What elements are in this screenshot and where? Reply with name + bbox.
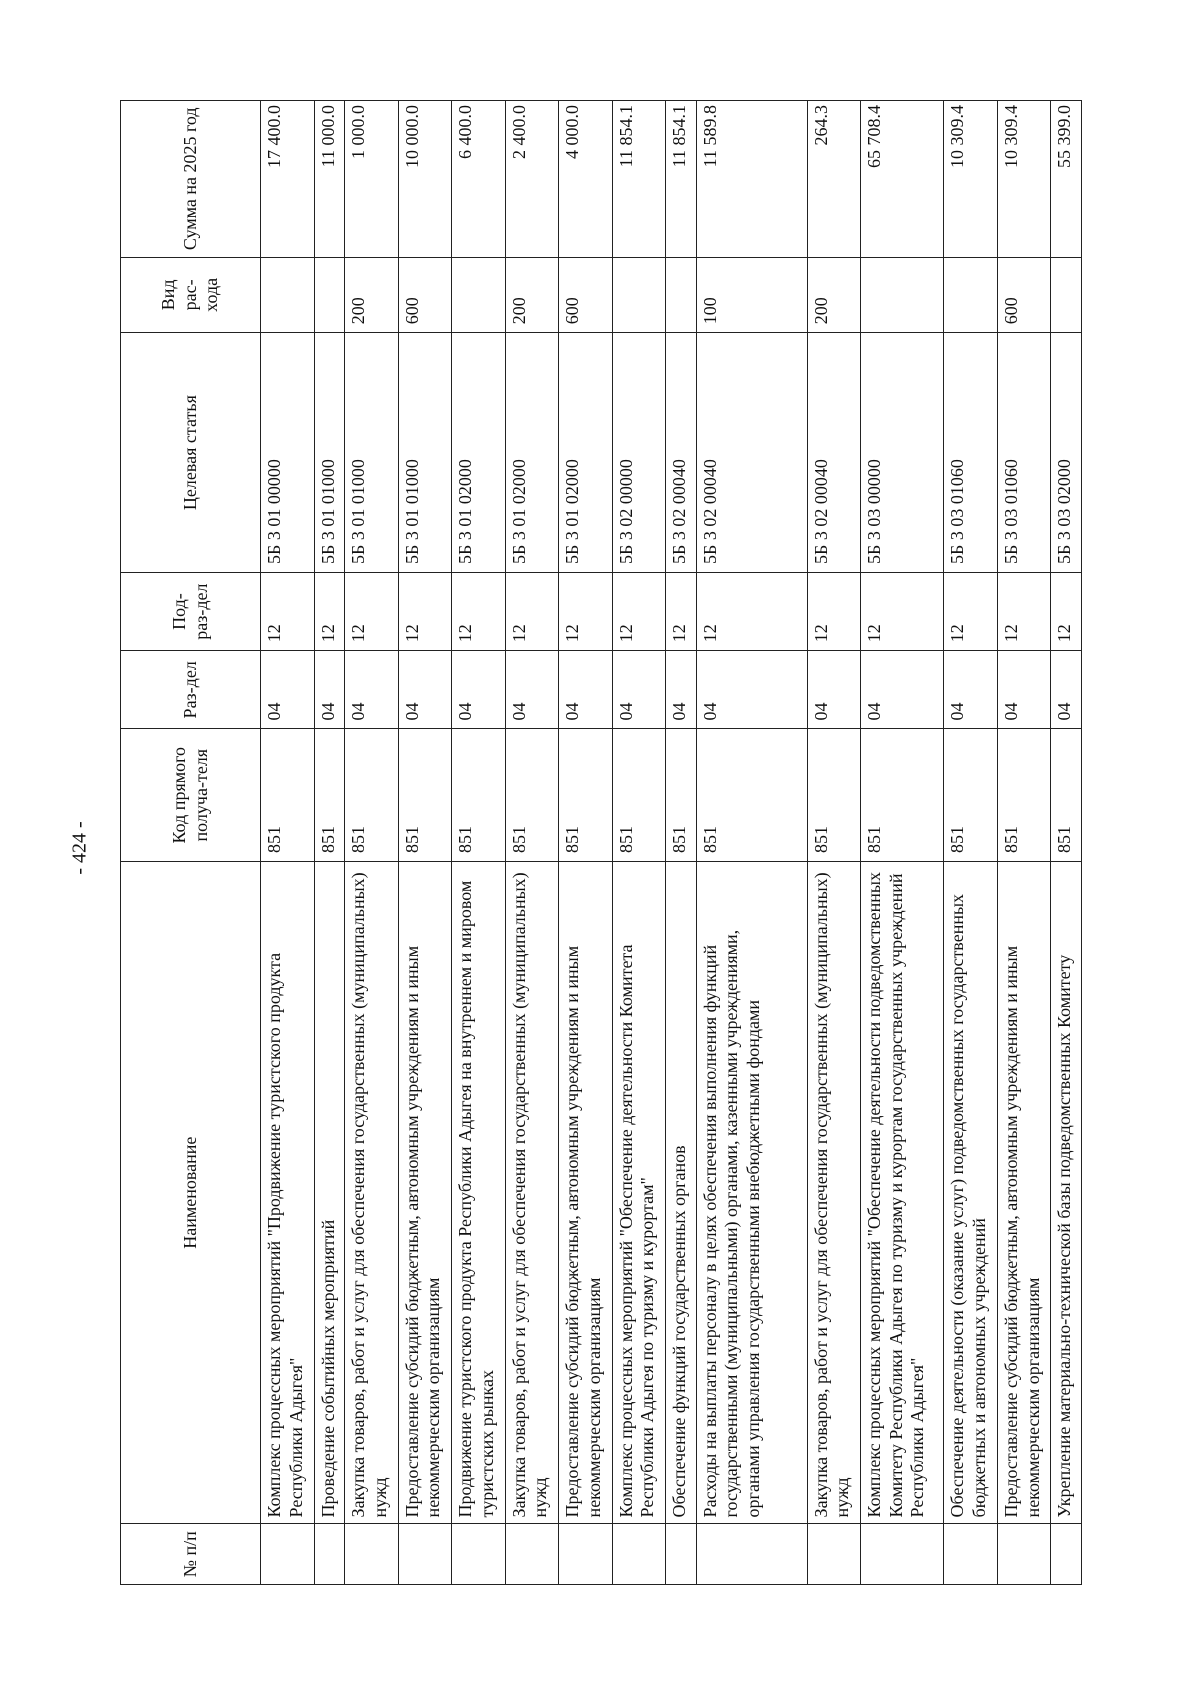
row-subsection: 12 <box>696 572 807 650</box>
row-expense-type: 600 <box>398 257 452 333</box>
row-name: Предоставление субсидий бюджетным, автономным учреждениям и иным некоммерческим организациям <box>997 861 1051 1524</box>
row-subsection: 12 <box>345 572 399 650</box>
row-recipient-code: 851 <box>398 729 452 862</box>
row-amount: 10 309.4 <box>944 101 998 258</box>
row-section: 04 <box>398 651 452 729</box>
row-amount: 17 400.0 <box>261 101 315 258</box>
row-section: 04 <box>997 651 1051 729</box>
row-section: 04 <box>944 651 998 729</box>
table-row <box>452 101 506 1585</box>
row-amount: 11 589.8 <box>696 101 807 258</box>
row-expense-type: 200 <box>505 257 559 333</box>
row-target-article: 5Б 3 02 00000 <box>612 333 666 573</box>
row-name: Закупка товаров, работ и услуг для обеспечения государственных (муниципальных) нужд <box>505 861 559 1524</box>
row-expense-type <box>1051 257 1082 333</box>
row-section: 04 <box>345 651 399 729</box>
header-subsection: Под-раз-дел <box>121 572 261 650</box>
row-num <box>505 1524 559 1585</box>
row-subsection: 12 <box>1051 572 1082 650</box>
table-row <box>997 101 1051 1585</box>
table-row <box>1051 101 1082 1585</box>
row-amount: 10 309.4 <box>997 101 1051 258</box>
table-row <box>861 101 944 1585</box>
row-num <box>314 1524 345 1585</box>
row-amount: 55 399.0 <box>1051 101 1082 258</box>
row-recipient-code: 851 <box>807 729 861 862</box>
table-row <box>398 101 452 1585</box>
row-num <box>452 1524 506 1585</box>
row-num <box>398 1524 452 1585</box>
row-subsection: 12 <box>505 572 559 650</box>
row-section: 04 <box>452 651 506 729</box>
row-name: Обеспечение деятельности (оказание услуг) подведомственных государственных бюджетных и автономных учреждений <box>944 861 998 1524</box>
row-expense-type: 100 <box>696 257 807 333</box>
row-expense-type <box>861 257 944 333</box>
row-recipient-code: 851 <box>261 729 315 862</box>
row-amount: 10 000.0 <box>398 101 452 258</box>
table-row <box>696 101 807 1585</box>
row-subsection: 12 <box>944 572 998 650</box>
budget-table <box>120 100 1082 1585</box>
row-recipient-code: 851 <box>612 729 666 862</box>
row-target-article: 5Б 3 01 01000 <box>345 333 399 573</box>
row-num <box>345 1524 399 1585</box>
row-num <box>997 1524 1051 1585</box>
row-subsection: 12 <box>807 572 861 650</box>
row-section: 04 <box>807 651 861 729</box>
row-section: 04 <box>314 651 345 729</box>
row-amount: 11 854.1 <box>666 101 697 258</box>
row-num <box>612 1524 666 1585</box>
row-recipient-code: 851 <box>559 729 613 862</box>
row-name: Расходы на выплаты персоналу в целях обеспечения выполнения функций государственными (муниципальными) органами, казенными учреждениями, органами управления государственными внебюджетными фондами <box>696 861 807 1524</box>
row-amount: 65 708.4 <box>861 101 944 258</box>
row-expense-type: 600 <box>559 257 613 333</box>
row-amount: 4 000.0 <box>559 101 613 258</box>
row-amount: 2 400.0 <box>505 101 559 258</box>
row-subsection: 12 <box>261 572 315 650</box>
row-expense-type <box>944 257 998 333</box>
row-amount: 11 854.1 <box>612 101 666 258</box>
row-recipient-code: 851 <box>666 729 697 862</box>
header-amount: Сумма на 2025 год <box>121 101 261 258</box>
table-row <box>314 101 345 1585</box>
row-num <box>944 1524 998 1585</box>
row-num <box>261 1524 315 1585</box>
row-expense-type <box>314 257 345 333</box>
row-subsection: 12 <box>612 572 666 650</box>
row-recipient-code: 851 <box>944 729 998 862</box>
row-target-article: 5Б 3 01 02000 <box>559 333 613 573</box>
row-target-article: 5Б 3 01 01000 <box>398 333 452 573</box>
row-name: Укрепление материально-технической базы подведомственных Комитету <box>1051 861 1082 1524</box>
row-section: 04 <box>559 651 613 729</box>
row-section: 04 <box>505 651 559 729</box>
row-amount: 6 400.0 <box>452 101 506 258</box>
table-row <box>666 101 697 1585</box>
row-name: Закупка товаров, работ и услуг для обеспечения государственных (муниципальных) нужд <box>807 861 861 1524</box>
row-section: 04 <box>261 651 315 729</box>
table-row <box>944 101 998 1585</box>
row-recipient-code: 851 <box>1051 729 1082 862</box>
table-row <box>807 101 861 1585</box>
row-name: Обеспечение функций государственных органов <box>666 861 697 1524</box>
row-target-article: 5Б 3 02 00040 <box>807 333 861 573</box>
row-target-article: 5Б 3 01 00000 <box>261 333 315 573</box>
row-section: 04 <box>861 651 944 729</box>
row-name: Комплекс процессных мероприятий "Продвижение туристского продукта Республики Адыгея" <box>261 861 315 1524</box>
row-expense-type <box>452 257 506 333</box>
row-section: 04 <box>696 651 807 729</box>
row-num <box>696 1524 807 1585</box>
row-name: Комплекс процессных мероприятий "Обеспечение деятельности Комитета Республики Адыгея по туризму и курортам" <box>612 861 666 1524</box>
row-subsection: 12 <box>861 572 944 650</box>
row-target-article: 5Б 3 02 00040 <box>696 333 807 573</box>
row-section: 04 <box>612 651 666 729</box>
row-num <box>861 1524 944 1585</box>
row-name: Проведение событийных мероприятий <box>314 861 345 1524</box>
rotated-table-container <box>120 100 1082 1585</box>
table-row <box>612 101 666 1585</box>
row-subsection: 12 <box>666 572 697 650</box>
row-recipient-code: 851 <box>314 729 345 862</box>
row-recipient-code: 851 <box>505 729 559 862</box>
header-name: Наименование <box>121 861 261 1524</box>
row-expense-type <box>261 257 315 333</box>
row-recipient-code: 851 <box>861 729 944 862</box>
row-subsection: 12 <box>559 572 613 650</box>
row-expense-type: 200 <box>807 257 861 333</box>
table-row <box>345 101 399 1585</box>
row-subsection: 12 <box>997 572 1051 650</box>
row-recipient-code: 851 <box>997 729 1051 862</box>
header-section: Раз-дел <box>121 651 261 729</box>
row-name: Комплекс процессных мероприятий "Обеспечение деятельности подведомственных Комитету Республики Адыгея по туризму и курортам государственных учреждений Республики Адыгея" <box>861 861 944 1524</box>
row-section: 04 <box>1051 651 1082 729</box>
header-num: № п/п <box>121 1524 261 1585</box>
row-name: Закупка товаров, работ и услуг для обеспечения государственных (муниципальных) нужд <box>345 861 399 1524</box>
row-expense-type: 200 <box>345 257 399 333</box>
row-target-article: 5Б 3 01 02000 <box>505 333 559 573</box>
row-recipient-code: 851 <box>345 729 399 862</box>
row-num <box>1051 1524 1082 1585</box>
header-expense-type: Вид рас-хода <box>121 257 261 333</box>
row-section: 04 <box>666 651 697 729</box>
row-name: Предоставление субсидий бюджетным, автономным учреждениям и иным некоммерческим организациям <box>398 861 452 1524</box>
row-num <box>666 1524 697 1585</box>
row-expense-type <box>666 257 697 333</box>
row-recipient-code: 851 <box>452 729 506 862</box>
row-target-article: 5Б 3 03 01060 <box>997 333 1051 573</box>
row-target-article: 5Б 3 03 02000 <box>1051 333 1082 573</box>
row-target-article: 5Б 3 01 02000 <box>452 333 506 573</box>
row-subsection: 12 <box>314 572 345 650</box>
row-target-article: 5Б 3 02 00040 <box>666 333 697 573</box>
row-subsection: 12 <box>452 572 506 650</box>
header-target-article: Целевая статья <box>121 333 261 573</box>
page-number: - 424 - <box>68 821 91 875</box>
row-amount: 11 000.0 <box>314 101 345 258</box>
row-target-article: 5Б 3 03 01060 <box>944 333 998 573</box>
row-name: Предоставление субсидий бюджетным, автономным учреждениям и иным некоммерческим организациям <box>559 861 613 1524</box>
table-row <box>505 101 559 1585</box>
row-amount: 264.3 <box>807 101 861 258</box>
row-subsection: 12 <box>398 572 452 650</box>
table-row <box>559 101 613 1585</box>
table-header-row <box>121 101 261 1585</box>
row-target-article: 5Б 3 01 01000 <box>314 333 345 573</box>
row-num <box>807 1524 861 1585</box>
row-name: Продвижение туристского продукта Республики Адыгея на внутреннем и мировом туристских рынках <box>452 861 506 1524</box>
table-row <box>261 101 315 1585</box>
header-recipient-code: Код прямого получа-теля <box>121 729 261 862</box>
row-num <box>559 1524 613 1585</box>
row-expense-type: 600 <box>997 257 1051 333</box>
row-recipient-code: 851 <box>696 729 807 862</box>
row-amount: 1 000.0 <box>345 101 399 258</box>
row-target-article: 5Б 3 03 00000 <box>861 333 944 573</box>
row-expense-type <box>612 257 666 333</box>
